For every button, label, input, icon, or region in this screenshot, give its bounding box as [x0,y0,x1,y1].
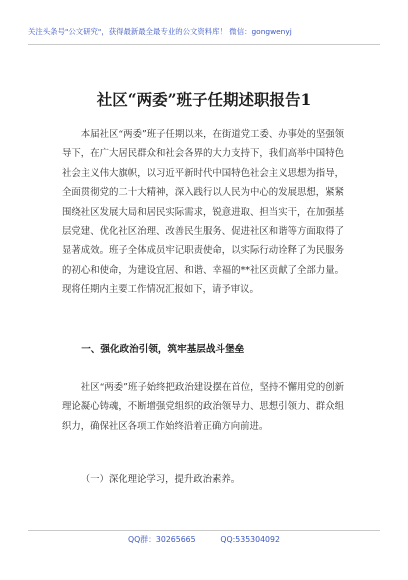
document-title: 社区“两委”班子任期述职报告1 [96,90,312,109]
qq-number: 535304092 [235,535,280,544]
header-promo-text: 关注头条号"公文研究"，获得最新最全最专业的公文资料库！ 微信：gongwenyj [28,27,292,36]
footer-divider [28,530,380,531]
section-heading-1: 一、强化政治引领，筑牢基层战斗堡垒 [81,344,245,355]
qq-group-label: QQ群： [128,535,156,544]
section-1-paragraph: 社区“两委”班子始终把政治建设摆在首位，坚持不懈用党的创新理论凝心铸魂，不断增强党组织的政治领导力、思想引领力、群众组织力，确保社区各项工作始终沿着正确方向前进。 [62,382,344,432]
subsection-heading-1: （一）深化理论学习，提升政治素养。 [80,474,241,485]
header-divider [28,44,380,45]
intro-paragraph: 本届社区“两委”班子任期以来，在街道党工委、办事处的坚强领导下，在广大居民群众和社会各界的大力支持下，我们高举中国特色社会主义伟大旗帜，以习近平新时代中国特色社会主义思想为指导，全面贯彻党的二十大精神，深入践行以人民为中心的发展思想，紧紧围绕社区发展大局和居民实际需求，锐意进取、担当实干，在加强基层党建、优化社区治理、改善民生服务、促进社区和谐等方面取得了显著成效。班子全体成员牢记职责使命，以实际行动诠释了为民服务的初心和使命，为建设宜居、和谐、幸福的**社区贡献了全部力量。现将任期内主要工作情况汇报如下，请予审议。 [62,129,344,296]
qq-label: QQ: [220,535,236,544]
footer-contact [0,534,408,545]
qq-group-number: 30265665 [155,535,196,544]
